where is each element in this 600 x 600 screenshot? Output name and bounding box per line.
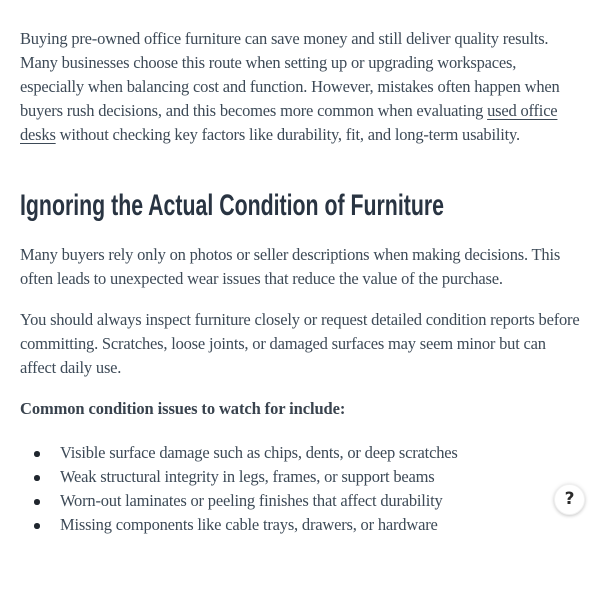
paragraph-inspect-furniture: You should always inspect furniture closely or request detailed condition reports before committing. Scratches, loose joints, or damaged surfaces may seem minor but can affect daily use. bbox=[20, 310, 580, 377]
intro-text-before-link: Buying pre-owned office furniture can save money and still deliver quality results. Many businesses choose this route when setting up or upgrading workspaces, especially when balancing cost and function. However, mistakes often happen when buyers rush decisions, and this becomes more common when evaluating bbox=[20, 29, 560, 120]
condition-issues-list bbox=[20, 441, 584, 537]
list-intro: Common condition issues to watch for include: bbox=[20, 399, 346, 418]
question-mark-icon: ? bbox=[564, 489, 575, 509]
list-item-surface-damage: Visible surface damage such as chips, dents, or deep scratches bbox=[20, 441, 584, 465]
used-office-desks-link[interactable]: used office desks bbox=[20, 101, 558, 144]
list-item-missing-components: Missing components like cable trays, drawers, or hardware bbox=[20, 513, 584, 537]
list-item-structural-integrity: Weak structural integrity in legs, frames, or support beams bbox=[20, 465, 584, 489]
intro-text-after-link: without checking key factors like durability, fit, and long-term usability. bbox=[55, 125, 520, 144]
list-item-worn-laminates: Worn-out laminates or peeling finishes that affect durability bbox=[20, 489, 584, 513]
section-heading-text: Ignoring the Actual Condition of Furniture bbox=[20, 189, 444, 222]
paragraph-photos-descriptions: Many buyers rely only on photos or seller descriptions when making decisions. This often leads to unexpected wear issues that reduce the value of the purchase. bbox=[20, 245, 561, 288]
intro-paragraph bbox=[20, 27, 584, 147]
section-heading bbox=[20, 189, 584, 223]
help-button[interactable] bbox=[554, 484, 585, 515]
